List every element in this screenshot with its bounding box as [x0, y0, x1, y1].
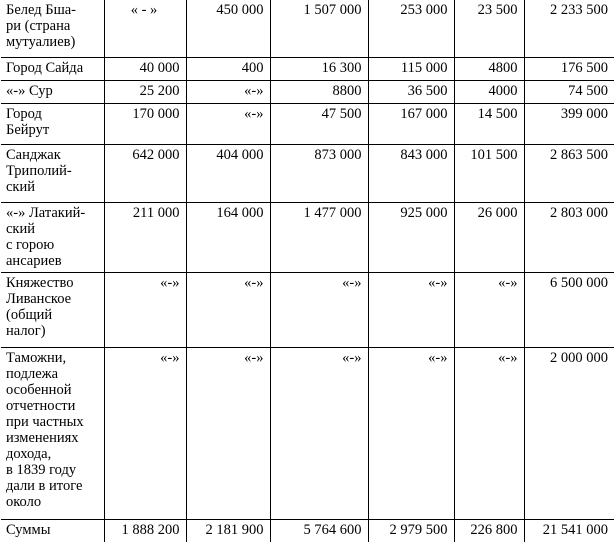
table-cell: 211 000 — [104, 202, 186, 272]
table-cell: 16 300 — [270, 57, 368, 80]
table-cell: 6 500 000 — [524, 272, 614, 347]
table-row — [1, 57, 614, 80]
table-cell: 399 000 — [524, 103, 614, 144]
row-label: Суммы — [1, 519, 104, 542]
table-row — [1, 80, 614, 103]
table-cell: 1 477 000 — [270, 202, 368, 272]
row-label: Город Бейрут — [1, 103, 104, 144]
table-cell: 23 500 — [454, 0, 524, 57]
table-cell: «-» — [454, 272, 524, 347]
table-cell: «-» — [454, 347, 524, 519]
table-row — [1, 519, 614, 542]
table-cell: 450 000 — [186, 0, 270, 57]
table-cell: 21 541 000 — [524, 519, 614, 542]
table-cell: 253 000 — [368, 0, 454, 57]
table-cell: « - » — [104, 0, 186, 57]
table-cell: «-» — [186, 103, 270, 144]
revenue-table — [1, 0, 614, 542]
table-cell: «-» — [368, 347, 454, 519]
table-cell: 642 000 — [104, 144, 186, 202]
table-cell: 167 000 — [368, 103, 454, 144]
table-cell: 14 500 — [454, 103, 524, 144]
table-cell: 1 507 000 — [270, 0, 368, 57]
table-row — [1, 347, 614, 519]
table-cell: 115 000 — [368, 57, 454, 80]
table-cell: 226 800 — [454, 519, 524, 542]
table-cell: 1 888 200 — [104, 519, 186, 542]
table-cell: «-» — [270, 272, 368, 347]
table-cell: 25 200 — [104, 80, 186, 103]
table-cell: «-» — [186, 347, 270, 519]
row-label: Город Сайда — [1, 57, 104, 80]
table-cell: 36 500 — [368, 80, 454, 103]
table-cell: «-» — [104, 272, 186, 347]
table-cell: 176 500 — [524, 57, 614, 80]
table-cell: «-» — [104, 347, 186, 519]
table-row — [1, 144, 614, 202]
table-cell: 843 000 — [368, 144, 454, 202]
table-cell: 40 000 — [104, 57, 186, 80]
table-cell: 164 000 — [186, 202, 270, 272]
row-label: Таможни, подлежа особенной отчетности при частных изменениях дохода, в 1839 году дали в итоге около — [1, 347, 104, 519]
table-cell: 2 233 500 — [524, 0, 614, 57]
table-row — [1, 103, 614, 144]
table-cell: 2 000 000 — [524, 347, 614, 519]
table-cell: 4800 — [454, 57, 524, 80]
table-cell: «-» — [186, 80, 270, 103]
table-cell: «-» — [270, 347, 368, 519]
table-cell: 2 863 500 — [524, 144, 614, 202]
table-cell: 170 000 — [104, 103, 186, 144]
row-label: «-» Сур — [1, 80, 104, 103]
table-cell: 4000 — [454, 80, 524, 103]
table-row — [1, 272, 614, 347]
row-label: «-» Латакий- ский с горою ансариев — [1, 202, 104, 272]
table-cell: 2 979 500 — [368, 519, 454, 542]
table-row — [1, 0, 614, 57]
table-cell: 26 000 — [454, 202, 524, 272]
row-label: Санджак Триполий- ский — [1, 144, 104, 202]
table-cell: 2 181 900 — [186, 519, 270, 542]
table-cell: 74 500 — [524, 80, 614, 103]
table-cell: 101 500 — [454, 144, 524, 202]
table-cell: 404 000 — [186, 144, 270, 202]
table-cell: «-» — [186, 272, 270, 347]
table-cell: 400 — [186, 57, 270, 80]
table-cell: 8800 — [270, 80, 368, 103]
table-cell: 5 764 600 — [270, 519, 368, 542]
table-cell: «-» — [368, 272, 454, 347]
row-label: Княжество Ливанское (общий налог) — [1, 272, 104, 347]
table-cell: 47 500 — [270, 103, 368, 144]
table-cell: 873 000 — [270, 144, 368, 202]
table-cell: 2 803 000 — [524, 202, 614, 272]
row-label: Белед Бша- ри (страна мутуалиев) — [1, 0, 104, 57]
table-cell: 925 000 — [368, 202, 454, 272]
table-row — [1, 202, 614, 272]
